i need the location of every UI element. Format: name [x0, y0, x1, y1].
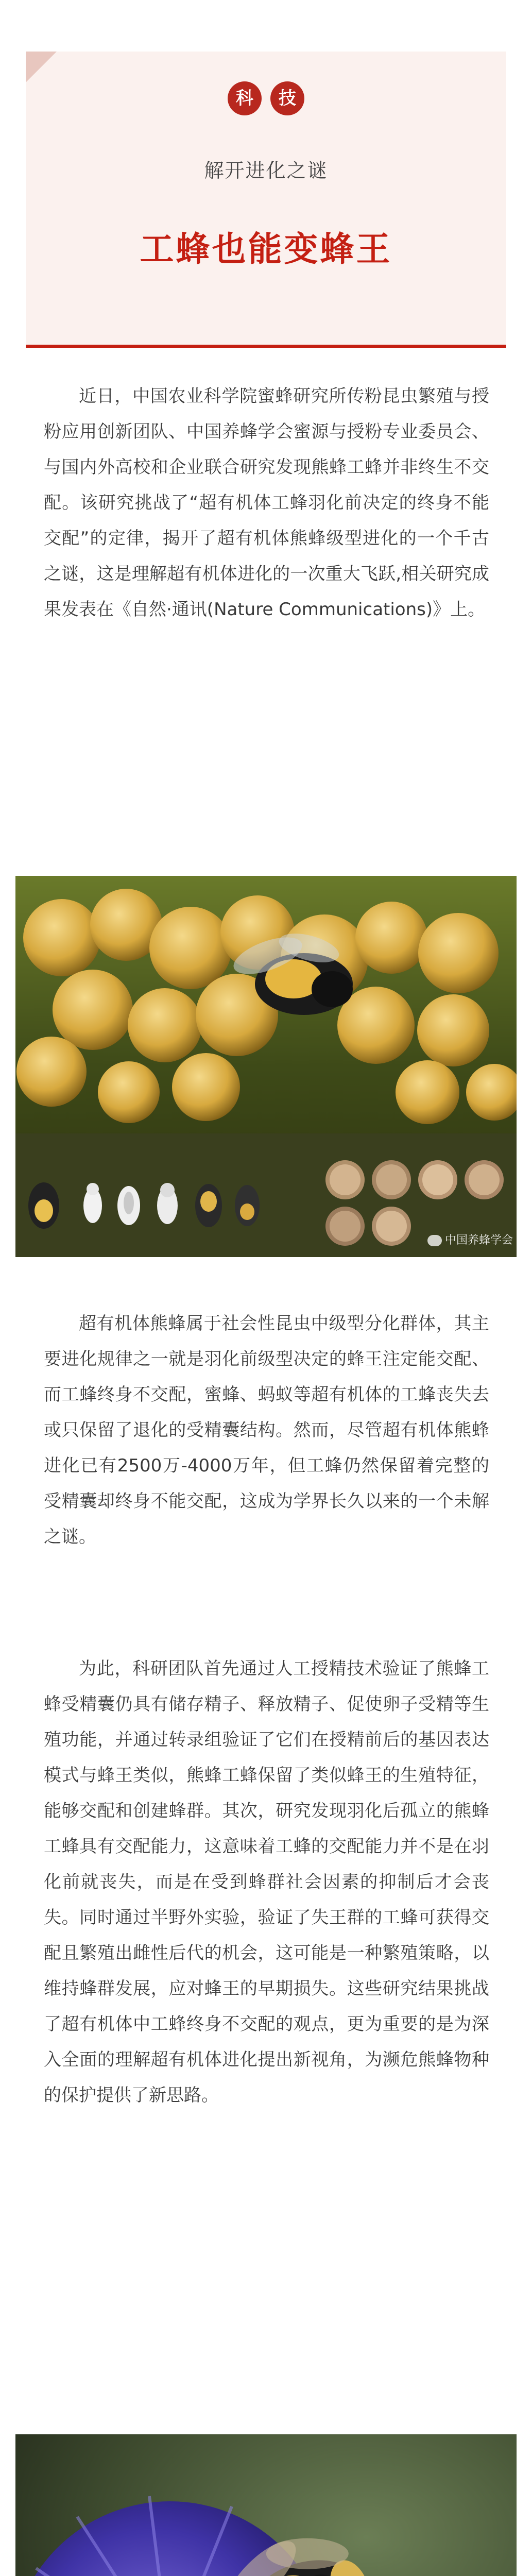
image-bee-honeycomb [15, 876, 517, 1257]
image-watermark: 中国养蜂学会 [427, 1231, 513, 1247]
paragraph-intro: 近日，中国农业科学院蜜蜂研究所传粉昆虫繁殖与授粉应用创新团队、中国养蜂学会蜜源与授粉专业委员会、与国内外高校和企业联合研究发现熊蜂工蜂并非终生不交配。该研究挑战了“超有机体工蜂羽化前决定的终身不能交配”的定律，揭开了超有机体熊蜂级型进化的一个千古之谜，这是理解超有机体进化的一次重大飞跃,相关研究成果发表在《自然·通讯(Nature Communications)》上。 [44, 386, 489, 620]
page-title: 工蜂也能变蜂王 [140, 229, 392, 269]
tag-badge-ke: 科 [228, 81, 262, 115]
image-bee-thistle [15, 2434, 517, 2576]
bee-honeycomb-illustration [15, 876, 517, 1257]
tag-badges [26, 81, 506, 115]
wechat-icon [427, 1235, 442, 1246]
header-divider [26, 345, 506, 348]
paragraph-background: 超有机体熊蜂属于社会性昆虫中级型分化群体，其主要进化规律之一就是羽化前级型决定的蜂王注定能交配、而工蜂终身不交配，蜜蜂、蚂蚁等超有机体的工蜂丧失去或只保留了退化的受精囊结构。然而，尽管超有机体熊蜂进化已有2500万-4000万年，但工蜂仍然保留着完整的受精囊却终身不能交配，这成为学界长久以来的一个未解之谜。 [44, 1313, 489, 1547]
header-subtitle: 解开进化之谜 [204, 159, 328, 182]
header-card [26, 52, 506, 348]
paragraph-research: 为此，科研团队首先通过人工授精技术验证了熊蜂工蜂受精囊仍具有储存精子、释放精子、促使卵子受精等生殖功能，并通过转录组验证了它们在授精前后的基因表达模式与蜂王类似，熊蜂工蜂保留了类似蜂王的生殖特征，能够交配和创建蜂群。其次，研究发现羽化后孤立的熊蜂工蜂具有交配能力，这意味着工蜂的交配能力并不是在羽化前就丧失，而是在受到蜂群社会因素的抑制后才会丧失。同时通过半野外实验，验证了失王群的工蜂可获得交配且繁殖出雌性后代的机会，这可能是一种繁殖策略，以维持蜂群发展，应对蜂王的早期损失。这些研究结果挑战了超有机体中工蜂终身不交配的观点，更为重要的是为深入全面的理解超有机体进化提出新视角，为濒危熊蜂物种的保护提供了新思路。 [44, 1658, 489, 2106]
bee-thistle-illustration [15, 2434, 517, 2576]
tag-badge-ji: 技 [270, 81, 304, 115]
corner-decoration [26, 52, 57, 82]
